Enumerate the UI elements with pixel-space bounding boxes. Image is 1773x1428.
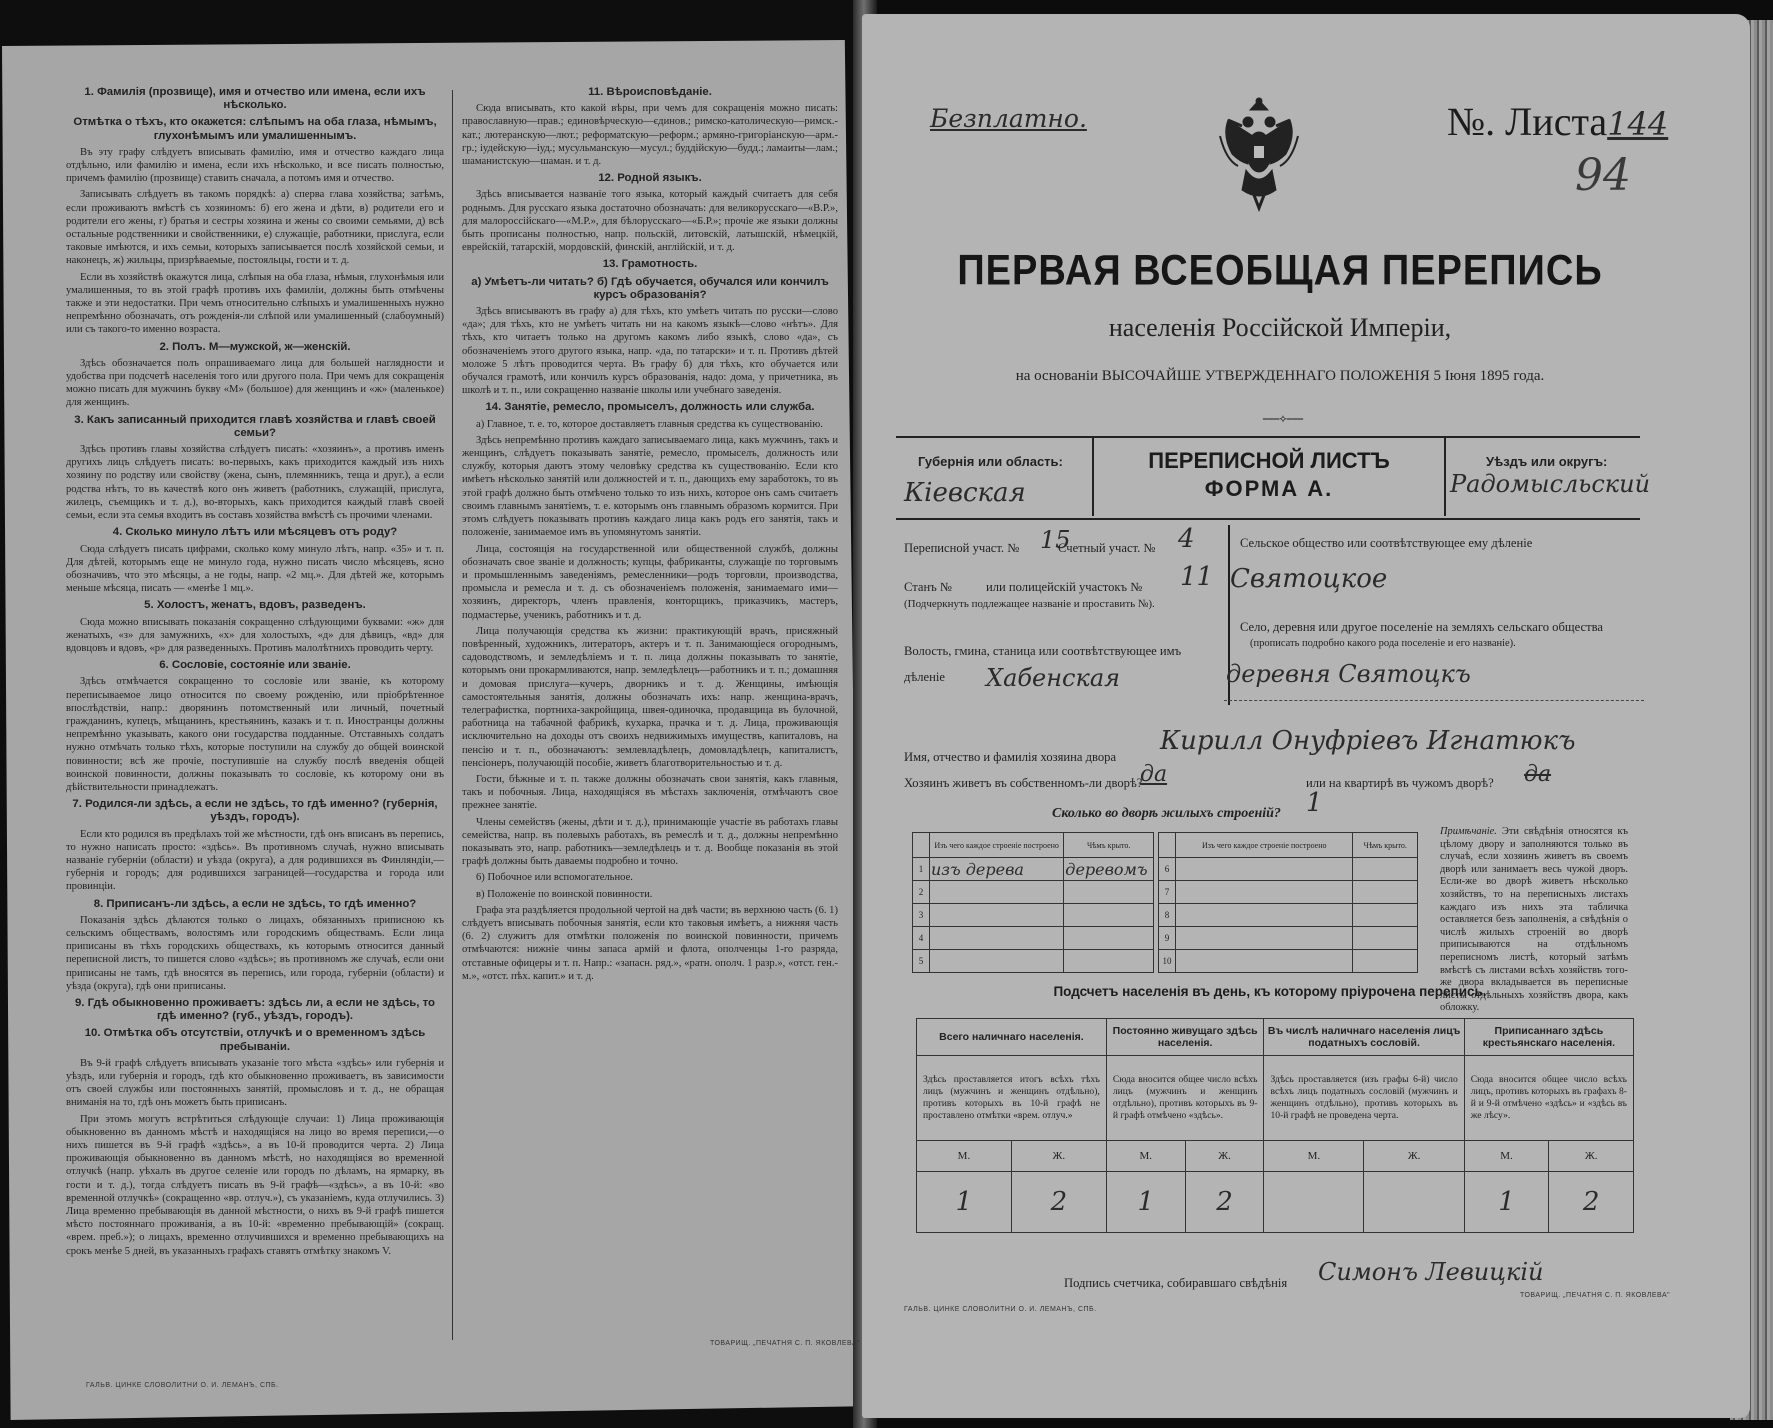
buildings-value: 1 (1306, 788, 1323, 818)
buildings-cell-what: изъ дерева (930, 858, 1064, 881)
buildings-cell-n: 3 (913, 904, 930, 927)
instruction-paragraph: Сюда слѣдуетъ писать цифрами, сколько кому минуло лѣтъ, напр. «35» и т. п. Для дѣтей, которымъ еще не минуло года, нужно писать число мѣсяцевъ, ясно обозначивъ, что это мѣсяцы, а не годы, напр. «2 мц.». Для дѣтей же, которымъ меньше мѣсяца, писать — «менѣе 1 мц.». (66, 543, 444, 595)
form-subtitle: ФОРМА А. (1204, 476, 1334, 501)
buildings-cell-what (930, 950, 1064, 973)
signature-value: Симонъ Левицкій (1318, 1258, 1544, 1286)
schetny-value: 4 (1178, 524, 1195, 554)
buildings-table-left (912, 832, 1154, 973)
count-title: Подсчетъ населенія въ день, къ которому пріурочена перепись. (1053, 984, 1487, 999)
count-sex-label: Ж. (1011, 1141, 1106, 1172)
buildings-cell-n: 10 (1159, 950, 1176, 973)
instruction-paragraph: Гости, бѣжные и т. п. также должны обозначать свои занятія, какъ главныя, такъ и побочныя. Лица, находящіяся въ мѣстахъ заключенія, отмѣчаютъ свое прежнее занятіе. (462, 773, 838, 812)
instruction-paragraph: Въ эту графу слѣдуетъ вписывать фамилію, имя и отчество каждаго лица отдѣльно, или фамилію и имена, если ихъ нѣсколько, и все писать полностью, причемъ фамилію (прозвище) ставить сначала, а потомъ имя и отчество. (66, 146, 444, 185)
instruction-paragraph: Если кто родился въ предѣлахъ той же мѣстности, гдѣ онъ вписанъ въ перепись, то нужно написать просто: «здѣсь». Въ противномъ случаѣ, нужно вписывать названіе губерніи (области) и уѣзда (округа), а для родившихся въ Финляндіи,—губернія и городъ; для родившихся заграницей—государства и города или провинціи. (66, 828, 444, 893)
count-sex-label: М. (1464, 1141, 1549, 1172)
sheet-number-value: 144 (1607, 105, 1669, 143)
instruction-heading: 5. Холостъ, женатъ, вдовъ, разведенъ. (144, 599, 366, 612)
count-value-m: 1 (1106, 1172, 1185, 1233)
count-value-f: 2 (1185, 1172, 1264, 1233)
instruction-heading: 1. Фамилія (прозвище), имя и отчество или имена, если ихъ нѣсколько. (84, 86, 426, 112)
remark-text: Эти свѣдѣнія относятся къ цѣлому двору и заполняются только въ случаѣ, если хозяинъ живетъ въ своемъ дворѣ или занимаетъ весь чужой дворъ. Если-же во дворѣ живетъ нѣсколько хозяйствъ, то на переписныхъ листахъ каждаго изъ нихъ эта табличка оставляется безъ заполненія, а свѣдѣнія о числѣ жилыхъ строеній во дворѣ приписываются на отдѣльномъ переписномъ листѣ, который затѣмъ вмѣстѣ съ листами всѣхъ хозяйствъ того-же двора вкладывается въ переписные листы отдѣльныхъ хозяйствъ двора, какъ обложку. (1440, 826, 1628, 1014)
society-value: Святоцкое (1230, 564, 1388, 594)
buildings-col-header: Чѣмъ крыто. (1353, 833, 1418, 858)
buildings-row (913, 950, 1154, 973)
count-header: Въ числѣ наличнаго населенія лицъ податныхъ сословій. (1264, 1019, 1464, 1056)
count-value-m (1264, 1172, 1364, 1233)
instruction-heading: 11. Вѣроисповѣданіе. (588, 86, 712, 98)
instruction-paragraph: в) Положеніе по воинской повинности. (476, 888, 653, 900)
ornament-divider: ⎯⎯⎯⟡⎯⎯⎯ (1262, 413, 1304, 425)
buildings-cell-what (1176, 881, 1353, 904)
instruction-heading: 3. Какъ записанный приходится главѣ хозяйства и главѣ своей семьи? (74, 413, 436, 439)
uchastok-label: Переписной участ. № (904, 541, 1020, 555)
instruction-paragraph: Если въ хозяйствѣ окажутся лица, слѣпыя на оба глаза, нѣмыя, глухонѣмыя или умалишенныя, то въ этой графѣ противъ ихъ фамиліи, должны быть отмѣчены также и эти недостатки. При чемъ относительно слѣпыхъ и умалишенныхъ нужно непремѣнно обозначать, отъ рожденія-ли слѣпой или умалишенный (слабоумный) или съ такого-то именно возраста. (66, 271, 444, 336)
instruction-heading: 7. Родился-ли здѣсь, а если не здѣсь, то гдѣ именно? (губернія, уѣздъ, городъ). (72, 798, 438, 824)
count-sex-label: Ж. (1549, 1141, 1634, 1172)
count-value-m: 1 (1464, 1172, 1549, 1233)
uchastok-value: 15 (1040, 526, 1071, 554)
village-value: деревня Святоцкъ (1226, 660, 1471, 688)
buildings-row (913, 904, 1154, 927)
buildings-cell-what (930, 927, 1064, 950)
count-description: Сюда вносится общее число всѣхъ лицъ (мужчинъ и женщинъ отдѣльно), противъ которыхъ въ 9-й графѣ отмѣчено «здѣсь». (1106, 1056, 1264, 1141)
page-subtitle: населенія Россійской Имперіи, (1108, 313, 1452, 342)
instruction-heading: 14. Занятіе, ремесло, промыселъ, должность или служба. (485, 401, 815, 414)
owner-value: Кирилл Онуфріевъ Игнатюкъ (1160, 726, 1576, 756)
count-sex-label: М. (1106, 1141, 1185, 1172)
instruction-heading: 8. Приписанъ-ли здѣсь, а если не здѣсь, то гдѣ именно? (93, 897, 417, 910)
count-value-m: 1 (917, 1172, 1012, 1233)
buildings-col-header: Чѣмъ крыто. (1064, 833, 1154, 858)
legal-basis: на основаніи ВЫСОЧАЙШЕ УТВЕРЖДЕННАГО ПОЛОЖЕНІЯ 5 Іюня 1895 года. (1015, 368, 1545, 384)
instruction-heading: 13. Грамотность. (602, 258, 698, 271)
buildings-cell-n: 5 (913, 950, 930, 973)
instruction-paragraph: Графа эта раздѣляется продольной чертой на двѣ части; въ верхнюю часть (6. 1) слѣдуетъ вписывать побочныя занятія, если кто таковыя имѣетъ, а нижняя часть (6. 2) служитъ для отмѣтки положенія по воинской повинности, причемъ отмѣчаются: нижніе чины запаса армій и флота, ополченцы 1-го разряда, отставные офицеры и т. п. Напр.: «запасн. ряд.», «ратн. ополч. 1 разр.», «отст. ген.-м.», «отст. пѣх. капит.» и т. д. (462, 904, 838, 982)
imperial-eagle-emblem (1216, 96, 1302, 212)
buildings-label: Сколько во дворѣ жилыхъ строеній? (1052, 806, 1281, 821)
count-description: Здѣсь проставляется (изъ графы 6-й) число всѣхъ лицъ податныхъ сословій (мужчинъ и женщинъ отдѣльно), противъ которыхъ въ 10-й графѣ не проведена черта. (1264, 1056, 1464, 1141)
instruction-heading: 12. Родной языкъ. (598, 172, 702, 185)
uezd-value: Радомысльский (1450, 470, 1651, 498)
instructions-column-2 (462, 82, 838, 1352)
instruction-heading: Отмѣтка о тѣхъ, кто окажется: слѣпымъ на оба глаза, нѣмымъ, глухонѣмымъ или умалишеннымъ. (73, 116, 437, 142)
buildings-cell-what (1176, 858, 1353, 881)
buildings-col-header: Изъ чего каждое строеніе построено (930, 833, 1064, 858)
volost-value: Хабенская (986, 664, 1121, 692)
buildings-cell-n: 4 (913, 927, 930, 950)
header-divider-right (1444, 436, 1446, 516)
police-label: или полицейскій участокъ № (986, 580, 1143, 594)
buildings-cell-what (1176, 904, 1353, 927)
count-value-f (1364, 1172, 1464, 1233)
instruction-paragraph: а) Главное, т. е. то, которое доставляетъ главныя средства къ существованію. (476, 418, 823, 430)
instruction-paragraph: Лица, состоящія на государственной или общественной службѣ, должны обозначать свое званіе и должность; купцы, фабриканты, служащіе по торговымъ и промышленнымъ заведеніямъ, ремесленники—родъ торговли, производства, промысла и ремесла и т. д. съ обозначеніемъ положенія, занимаемаго ими—хозяинъ, директоръ, членъ правленія, конторщикъ, приказчикъ, мастеръ, подмастерье, ученикъ, работникъ и т. д. (462, 543, 838, 621)
uezd-label: Уѣздъ или округъ: (1486, 454, 1608, 469)
buildings-cell-n: 2 (913, 881, 930, 904)
buildings-cell-what (1176, 950, 1353, 973)
instruction-heading: 2. Полъ. М—мужской, ж—женскій. (159, 340, 351, 353)
signature-label: Подпись счетчика, собиравшаго свѣдѣнія (1064, 1276, 1288, 1290)
count-header: Всего наличнаго населенія. (917, 1019, 1107, 1056)
instruction-paragraph: Здѣсь непремѣнно противъ каждаго записываемаго лица, какъ мужчинъ, такъ и женщинъ, слѣдуетъ показывать занятіе, ремесло, промыселъ, должность или службу, которыя даютъ этому человѣку средства къ существованію. Если кто имѣетъ нѣсколько занятій или должностей и т. п., дающихъ ему заработокъ, то въ этой графѣ должно быть отмѣчено только то изъ нихъ, которое онъ самъ считаетъ своимъ главнымъ занятіемъ, т. е. которымъ онъ главнымъ образомъ кормится. При этомъ слѣдуетъ показывать противъ каждаго лица какъ родъ его занятія, такъ и положеніе, занимаемое имъ въ упомянутомъ занятіи. (462, 434, 838, 539)
buildings-cell-n: 9 (1159, 927, 1176, 950)
underline-note: (Подчеркнуть подлежащее названіе и проставить №). (904, 598, 1155, 610)
owner-label: Имя, отчество и фамилія хозяина двора (904, 750, 1117, 764)
buildings-row (1159, 858, 1418, 881)
buildings-col-number-header (1159, 833, 1176, 858)
instruction-paragraph: Здѣсь вписываютъ въ графу а) для тѣхъ, кто умѣетъ читать по русски—слово «да»; для тѣхъ, кто не умѣетъ читать ни на какомъ языкѣ—слово «нѣтъ». Для тѣхъ, кто читаетъ только на другомъ какомъ либо языкѣ, слово «да», съ обозначеніемъ этого другого языка, напр. «да, по татарски» и т. п. Противъ дѣтей моложе 5 лѣтъ проводится черта. Въ графу б) для тѣхъ, кто обучается или обучался грамотѣ, или кончилъ курсъ образованія, надо: дома, у причетника, въ школѣ и т. п., или сокращенно названіе школы или учебнаго заведенія. (462, 306, 838, 397)
count-description: Сюда вносится общее число всѣхъ лицъ, противъ которыхъ въ графахъ 8-й и 9-й отмѣчено «здѣсь» и «здѣсь въ же лѣсу». (1464, 1056, 1633, 1141)
remark-title: Примѣчаніе. (1440, 826, 1497, 837)
volost-label: Волость, гмина, станица или соотвѣтствующее имъ дѣленіе (904, 644, 1182, 684)
stamp-number: 94 (1575, 150, 1631, 201)
guberniya-value: Кіевская (904, 478, 1026, 508)
stan-label: Станъ № (904, 580, 952, 594)
instruction-paragraph: Лица получающія средства къ жизни: практикующій врачъ, присяжный повѣренный, художникъ, литераторъ, актеръ и т. п. Занимающіеся огороднымъ, садоводствомъ, и земледѣліемъ и т. п. лица должны показывать то занятіе, которымъ они прокармливаются, напр. земледѣлецъ—работникъ и т. п.; домашняя и домовая прислуга—кучеръ, дворникъ и т. д. Женщины, имѣющія самостоятельныя занятія, должны обозначать ихъ: напр. женщина-врачъ, телеграфистка, портниха-закройщица, швея-одиночка, продавщица въ булочной, работница на табачной фабрикѣ, кухарка, прачка и т. д. Лица, проживающія исключительно на доходы отъ своихъ недвижимыхъ имуществъ, капиталовъ, на пенсію и т. п., обозначаютъ: землевладѣлецъ, домовладѣлецъ, капиталистъ, пенсіонеръ, получающій пособіе, живетъ благотворительностью и т. д. (462, 625, 838, 769)
buildings-cell-what (930, 904, 1064, 927)
buildings-cell-what (1176, 927, 1353, 950)
buildings-cell-roof (1064, 927, 1154, 950)
buildings-cell-what (930, 881, 1064, 904)
buildings-col-number-header (913, 833, 930, 858)
buildings-cell-n: 7 (1159, 881, 1176, 904)
buildings-cell-roof: деревомъ (1064, 858, 1154, 881)
buildings-cell-roof (1353, 927, 1418, 950)
count-header: Постоянно живущаго здѣсь населенія. (1106, 1019, 1264, 1056)
buildings-cell-n: 1 (913, 858, 930, 881)
buildings-col-header: Изъ чего каждое строеніе построено (1176, 833, 1353, 858)
buildings-row (913, 881, 1154, 904)
own-house-label: Хозяинъ живетъ въ собственномъ-ли дворѣ? (904, 776, 1143, 790)
count-description: Здѣсь проставляется итогъ всѣхъ тѣхъ лицъ (мужчинъ и женщинъ отдѣльно), противъ которыхъ въ 10-й графѣ не проставлено отмѣтки «врем. отлуч.» (917, 1056, 1107, 1141)
buildings-cell-n: 8 (1159, 904, 1176, 927)
society-label: Сельское общество или соотвѣтствующее ему дѣленіе (1240, 536, 1533, 550)
count-sex-label: Ж. (1364, 1141, 1464, 1172)
count-value-f: 2 (1011, 1172, 1106, 1233)
instruction-heading: 6. Сословіе, состояніе или званіе. (159, 659, 351, 672)
left-footer-2: ТОВАРИЩ. „ПЕЧАТНЯ С. П. ЯКОВЛЕВА" (710, 1340, 861, 1347)
instruction-paragraph: Записывать слѣдуетъ въ такомъ порядкѣ: а) сперва глава хозяйства; затѣмъ, если проживаютъ вмѣстѣ съ хозяиномъ: б) его жена и дѣти, в) родители его и родители его жены, г) братья и сестры хозяина и жены со своими семьями, д) всѣ остальные родственники и свойственники, е) служащіе, работники, прислуга, если таковые имѣются, и ихъ семьи, которыхъ записывается послѣ хозяйской семьи, и наконецъ, ж) жильцы, призрѣваемые, постояльцы, гости и т. д. (66, 189, 444, 267)
instruction-paragraph: 6) Побочное или вспомогательное. (476, 872, 633, 884)
instruction-heading: 9. Гдѣ обыкновенно проживаетъ: здѣсь ли, а если не здѣсь, то гдѣ именно? (губ., уѣздъ, городъ). (74, 997, 436, 1023)
form-title: ПЕРЕПИСНОЙ ЛИСТЪ (1148, 448, 1390, 473)
right-footer-2: ТОВАРИЩ. „ПЕЧАТНЯ С. П. ЯКОВЛЕВА" (1520, 1292, 1671, 1299)
page-title: ПЕРВАЯ ВСЕОБЩАЯ ПЕРЕПИСЬ (957, 247, 1603, 295)
population-count-table (916, 1018, 1634, 1233)
buildings-row (1159, 950, 1418, 973)
count-value-f: 2 (1549, 1172, 1634, 1233)
buildings-cell-roof (1064, 904, 1154, 927)
count-sex-label: Ж. (1185, 1141, 1264, 1172)
buildings-row (1159, 904, 1418, 927)
instruction-paragraph: Здѣсь обозначается полъ опрашиваемаго лица для большей наглядности и удобства при подсчетѣ населенія того или другого пола. При чемъ для сокращенія можно писать для мужчинъ букву «М» (большое) для женщинъ и «ж» (маленькое) для женщинъ. (66, 357, 444, 409)
sheet-number-label: №. Листа144 (1447, 99, 1669, 144)
instruction-paragraph: Здѣсь вписывается названіе того языка, который каждый считаетъ для себя роднымъ. Для русскаго языка достаточно обозначать: для великорусскаго—«В.Р.», для малороссійскаго—«М.Р.», для бѣлорусскаго—«Б.Р.»; прочіе же языки должны быть прописаны полностью, напр. польскій, литовскій, латышскій, нѣмецкій, еврейскій, татарскій, мордовскій, финскій, англійскій, и т. д. (462, 189, 838, 254)
count-header: Приписаннаго здѣсь крестьянскаго населенія. (1464, 1019, 1633, 1056)
buildings-row (913, 858, 1154, 881)
village-note: (прописать подробно какого рода поселеніе и его названіе). (1250, 638, 1516, 649)
buildings-cell-n: 6 (1159, 858, 1176, 881)
instruction-paragraph: Въ 9-й графѣ слѣдуетъ вписывать указаніе того мѣста «здѣсь» или губернія и уѣздъ, или губернія и городъ, гдѣ кто обыкновенно проживаетъ, въ зависимости отъ своей службы или постоянныхъ занятій, промысловъ и т. д., не обращая вниманія на то, гдѣ онъ можетъ быть приписанъ. (66, 1057, 444, 1109)
village-label: Село, деревня или другое поселеніе на земляхъ сельскаго общества (1240, 620, 1603, 634)
instruction-heading: 10. Отмѣтка объ отсутствіи, отлучкѣ и о временномъ здѣсь пребываніи. (84, 1027, 426, 1053)
instruction-paragraph: При этомъ могутъ встрѣтиться слѣдующіе случаи: 1) Лица проживающія обыкновенно въ данномъ мѣстѣ и находящіяся на лицо во время переписи,—о нихъ пишется въ 9-й графѣ «здѣсь», а въ 10-й проводится черта. 2) Лица проживающія обыкновенно въ данномъ мѣстѣ, но находящіяся во временной отлучкѣ (напр. уѣхалъ въ другое селеніе или городъ по дѣламъ, на ярмарку, въ гости и т. д.), тогда слѣдуетъ писать въ 9-й графѣ—«здѣсь», а въ 10-й: «во временной отлучкѣ» (сокращенно «вр. отлуч.»), съ указаніемъ, куда отлучились. 3) Лица временно пребывающія въ данной мѣстности, о нихъ въ 9-й графѣ пишется мѣсто постояннаго проживанія, а въ 10-й: «временно пребывающій» (сокращ. «врем. преб.»); о лицахъ, временно отлучившихся и временно пребывающихъ на срокъ менѣе 5 дней, въ указанныхъ графахъ ставятъ отмѣтку знакомъ V. (66, 1113, 444, 1257)
instruction-paragraph: Здѣсь противъ главы хозяйства слѣдуетъ писать: «хозяинъ», а противъ именъ другихъ лицъ слѣдуетъ писать: во-первыхъ, какъ приходится каждый изъ нихъ хозяину по родству или свойству (жена, сынъ, племянникъ, теща и друг.), а если родства нѣтъ, то въ качествѣ кого онъ живетъ (работникъ, служащій, прислуга, жилецъ, съемщикъ и т. д.), во-вторыхъ, какъ приходится каждый главѣ своей семьи, если эта семья входитъ въ составъ хозяйства вмѣстѣ съ прочими членами. (66, 444, 444, 522)
buildings-cell-roof (1064, 881, 1154, 904)
buildings-row (1159, 881, 1418, 904)
guberniya-label: Губернія или область: (918, 454, 1063, 469)
instruction-paragraph: Члены семействъ (жены, дѣти и т. д.), принимающіе участіе въ работахъ главы семейства, напр. въ полевыхъ работахъ, въ ремеслѣ и т. д., должны непремѣнно показывать это, напр. работникъ—земледѣлецъ и т. д. Вообще показанія въ этой графѣ должны быть даваемы подробно и точно. (462, 816, 838, 868)
right-footer-1: ГАЛЬВ. ЦИНКЕ СЛОВОЛИТНИ О. И. ЛЕМАНЪ, СПБ. (904, 1306, 1097, 1313)
rented-label: или на квартирѣ въ чужомъ дворѣ? (1306, 776, 1494, 790)
instructions-column-1 (66, 82, 444, 1322)
count-sex-label: М. (1264, 1141, 1364, 1172)
police-value: 11 (1180, 562, 1214, 592)
buildings-row (1159, 927, 1418, 950)
instruction-paragraph: Сюда можно вписывать показанія сокращенно слѣдующими буквами: «ж» для женатыхъ, «з» для замужнихъ, «х» для холостыхъ, «д» для дѣвицъ, «вд» для вдовцовъ и вдовъ, «р» для разведенныхъ. Противъ малолѣтнихъ проводить черту. (66, 616, 444, 654)
buildings-cell-roof (1353, 881, 1418, 904)
buildings-row (913, 927, 1154, 950)
instruction-paragraph: Показанія здѣсь дѣлаются только о лицахъ, обязанныхъ приписною къ сельскимъ обществамъ, волостямъ или городскимъ обществамъ. Если лица приписаны въ тѣхъ городскихъ обществахъ, къ которымъ относится данный переписной листъ, то пишется слово «здѣсь»; въ противномъ же случаѣ, если они приписаны не тамъ, гдѣ вносятся въ перепись, или города, губерніи (области) и уѣзда (округа), гдѣ они приписаны. (66, 914, 444, 992)
instruction-paragraph: Здѣсь отмѣчается сокращенно то сословіе или званіе, къ которому переписываемое лицо относится по своему рожденію, или пріобрѣтенное впослѣдствіи, напр.: дворянинъ потомственный или личный, почетный гражданинъ, купецъ, мѣщанинъ, крестьянинъ, казакъ и т. п. Иностранцы должны непремѣнно указывать, какого они государства подданные. Отставныхъ солдатъ нужно отмѣчать только тѣхъ, которые поступили на службу до общей воинской повинности; всѣ же прочіе, поступившіе на службу послѣ введенія общей воинской повинности, должны показывать то сословіе, къ которому они въ дѣйствительности принадлежатъ. (66, 676, 444, 793)
free-label: Безплатно. (930, 104, 1087, 133)
column-divider (452, 90, 453, 1340)
buildings-cell-roof (1353, 950, 1418, 973)
rented-value: да (1524, 762, 1552, 787)
buildings-cell-roof (1353, 904, 1418, 927)
schetny-label: Счетный участ. № (1058, 541, 1156, 555)
count-sex-label: М. (917, 1141, 1012, 1172)
buildings-table-right (1158, 832, 1418, 973)
instruction-heading: а) Умѣетъ-ли читать? б) Гдѣ обучается, обучался или кончилъ курсъ образованія? (471, 275, 829, 301)
own-house-value: да (1140, 762, 1168, 787)
instruction-paragraph: Сюда вписывать, кто какой вѣры, при чемъ для сокращенія можно писать: православную—прав.; единовѣрческую—єдинов.; римско-католическую—римск.-кат.; лютеранскую—лют.; реформатскую—реформ.; армяно-григоріанскую—арм.-гр.; іудейскую—іуд.; мусульманскую—мусул.; буддійскую—будд.; ламаиты—лам.; шаманистскую—шаман. и т. д. (462, 103, 838, 168)
left-footer-1: ГАЛЬВ. ЦИНКЕ СЛОВОЛИТНИ О. И. ЛЕМАНЪ, СПБ. (86, 1382, 279, 1389)
village-line (1224, 700, 1644, 701)
buildings-cell-roof (1353, 858, 1418, 881)
buildings-cell-roof (1064, 950, 1154, 973)
instruction-heading: 4. Сколько минуло лѣтъ или мѣсяцевъ отъ роду? (112, 526, 398, 539)
